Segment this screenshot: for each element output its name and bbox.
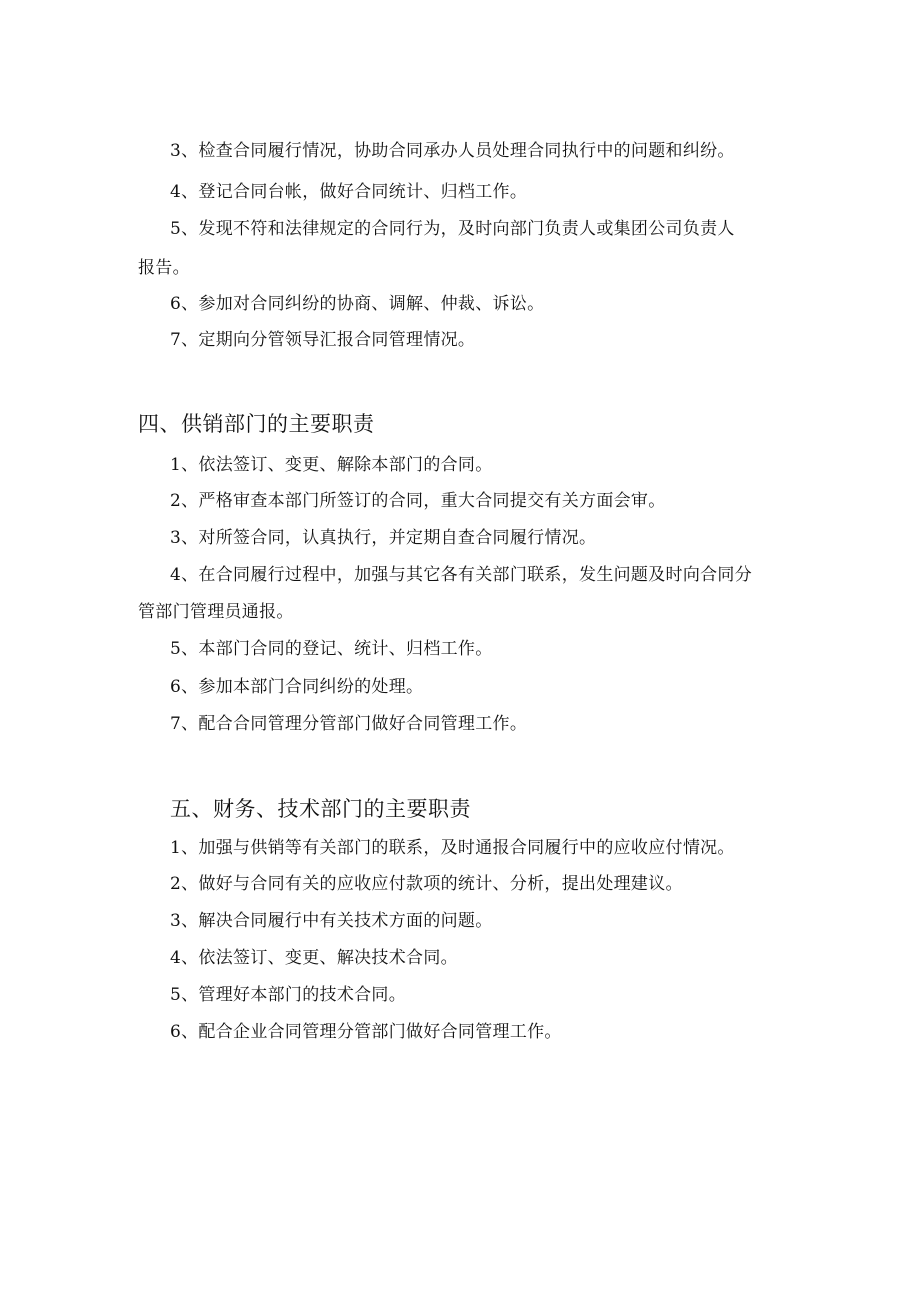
section3-item-4: 4、登记合同台帐，做好合同统计、归档工作。 xyxy=(170,182,528,202)
section4-item-7: 7、配合合同管理分管部门做好合同管理工作。 xyxy=(170,714,528,734)
section3-item-3: 3、检查合同履行情况，协助合同承办人员处理合同执行中的问题和纠纷。 xyxy=(170,141,735,161)
section4-item-4-continued: 管部门管理员通报。 xyxy=(138,602,294,622)
section5-heading: 五、财务、技术部门的主要职责 xyxy=(170,797,471,821)
section3-item-5-continued: 报告。 xyxy=(138,258,190,278)
section4-item-6: 6、参加本部门合同纠纷的处理。 xyxy=(170,677,424,697)
section5-item-3: 3、解决合同履行中有关技术方面的问题。 xyxy=(170,911,493,931)
section4-item-1: 1、依法签订、变更、解除本部门的合同。 xyxy=(170,455,493,475)
section5-item-6: 6、配合企业合同管理分管部门做好合同管理工作。 xyxy=(170,1022,562,1042)
section5-item-1: 1、加强与供销等有关部门的联系，及时通报合同履行中的应收应付情况。 xyxy=(170,838,735,858)
section5-item-4: 4、依法签订、变更、解决技术合同。 xyxy=(170,948,458,968)
section3-item-6: 6、参加对合同纠纷的协商、调解、仲裁、诉讼。 xyxy=(170,294,545,314)
section4-item-4: 4、在合同履行过程中，加强与其它各有关部门联系，发生问题及时向合同分 xyxy=(170,565,753,585)
section4-item-3: 3、对所签合同，认真执行，并定期自查合同履行情况。 xyxy=(170,528,597,548)
section3-item-7: 7、定期向分管领导汇报合同管理情况。 xyxy=(170,330,476,350)
section4-item-5: 5、本部门合同的登记、统计、归档工作。 xyxy=(170,639,493,659)
section3-item-5: 5、发现不符和法律规定的合同行为，及时向部门负责人或集团公司负责人 xyxy=(170,219,735,239)
section5-item-5: 5、管理好本部门的技术合同。 xyxy=(170,985,407,1005)
section4-heading: 四、供销部门的主要职责 xyxy=(138,412,375,436)
section5-item-2: 2、做好与合同有关的应收应付款项的统计、分析，提出处理建议。 xyxy=(170,874,683,894)
section4-item-2: 2、严格审查本部门所签订的合同，重大合同提交有关方面会审。 xyxy=(170,491,666,511)
